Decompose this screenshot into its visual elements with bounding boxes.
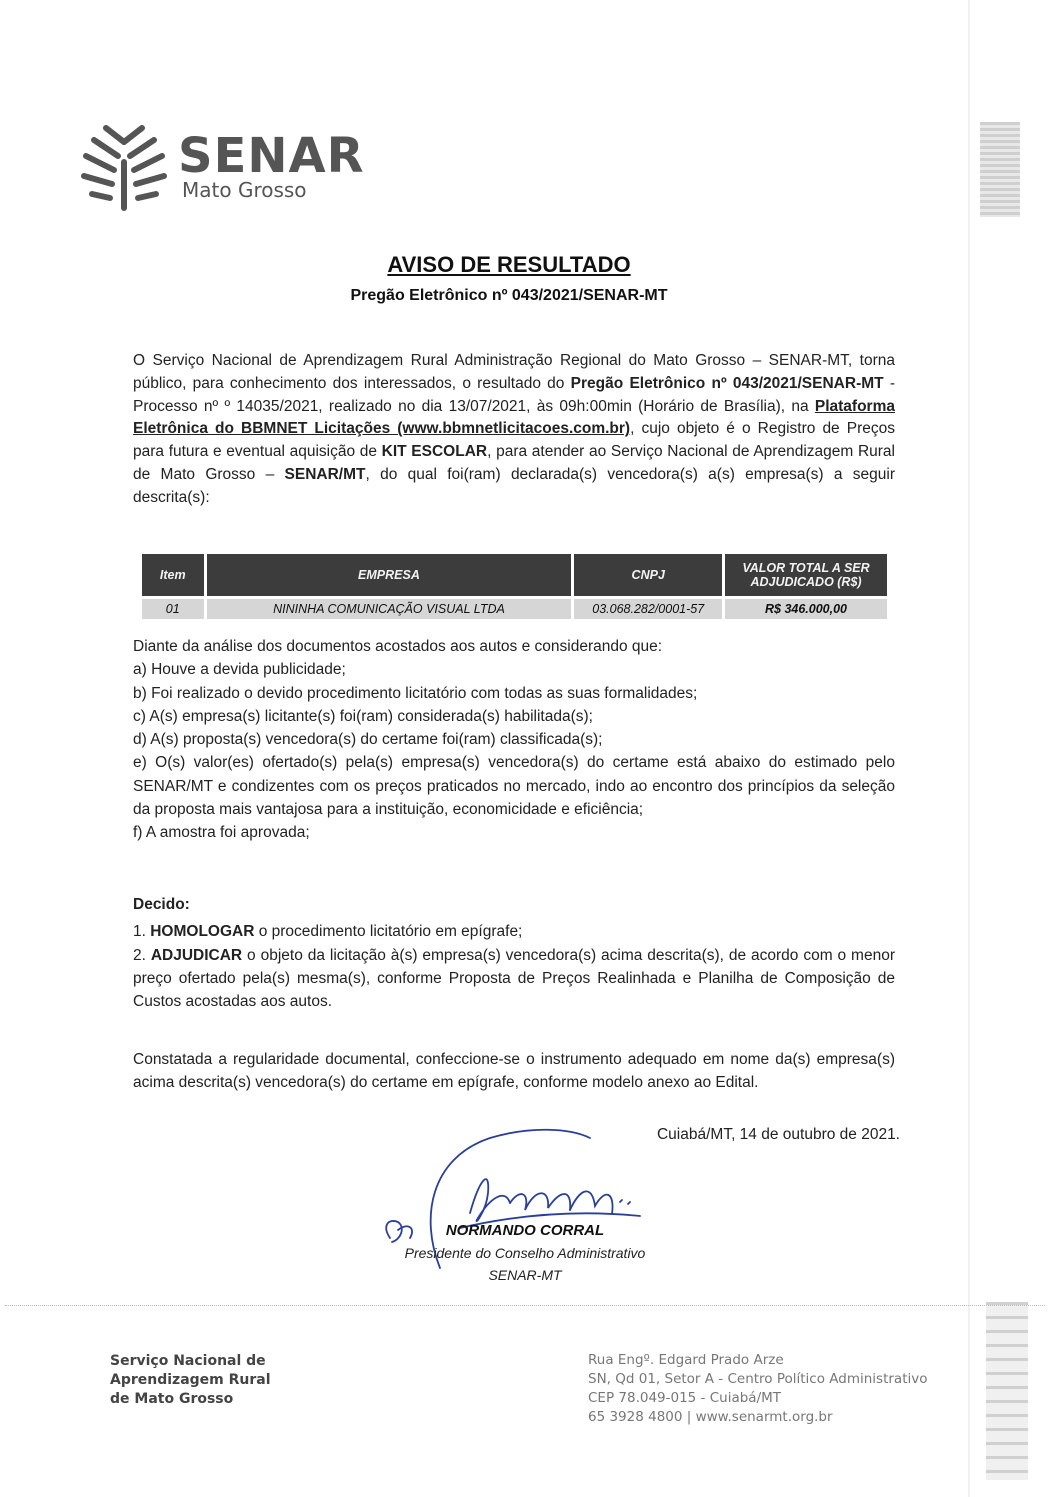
col-valor: VALOR TOTAL A SER ADJUDICADO (R$) xyxy=(725,554,887,596)
decision-num: 2. xyxy=(133,946,151,964)
footer-divider xyxy=(5,1305,1045,1306)
list-item: b) Foi realizado o devido procedimento licitatório com todas as suas formalidades; xyxy=(133,684,698,702)
pregao-reference: Pregão Eletrônico nº 043/2021/SENAR-MT xyxy=(570,374,884,392)
decision-text: o objeto da licitação à(s) empresa(s) vencedora(s) acima descrita(s), de acordo com o menor preço ofertado pela(s) mesma(s), conforme Proposta de Preços Realinhada e Planilha de Composição de Custos acostadas aos autos. xyxy=(133,946,895,1011)
intro-text: , para atender ao Serviço Nacional de Aprendizagem Rural de Mato Grosso – xyxy=(133,443,895,483)
intro-text: O Serviço Nacional de Aprendizagem Rural Administração Regional do Mato Grosso – SENAR-MT, torna público, para conhecimento dos interessados, o resultado do xyxy=(133,352,895,392)
intro-paragraph xyxy=(133,350,895,510)
adjudicar-label: ADJUDICAR xyxy=(150,946,243,964)
analysis-intro: Diante da análise dos documentos acostados aos autos e considerando que: xyxy=(133,638,663,655)
page-title: AVISO DE RESULTADO xyxy=(387,252,631,277)
footer-line: Serviço Nacional de xyxy=(110,1353,266,1369)
decision-section xyxy=(133,893,895,1013)
homologar-label: HOMOLOGAR xyxy=(150,923,255,941)
footer-contact[interactable]: 65 3928 4800 | www.senarmt.org.br xyxy=(588,1409,833,1425)
senar-logo xyxy=(78,118,378,218)
cell-valor: R$ 346.000,00 xyxy=(725,599,887,619)
footer-line: SN, Qd 01, Setor A - Centro Político Administrativo xyxy=(588,1371,928,1387)
cell-item: 01 xyxy=(142,599,204,619)
signatory-name: NORMANDO CORRAL xyxy=(445,1222,605,1239)
decision-heading: Decido: xyxy=(133,896,190,913)
list-item: a) Houve a devida publicidade; xyxy=(133,661,346,679)
col-cnpj: CNPJ xyxy=(574,554,722,596)
scan-artifact xyxy=(980,122,1020,217)
decision-item xyxy=(133,944,895,1014)
logo-name: SENAR xyxy=(178,128,365,184)
table-row xyxy=(142,599,887,619)
logo-region: Mato Grosso xyxy=(182,178,307,202)
considerations-section xyxy=(133,635,895,845)
scan-artifact xyxy=(986,1302,1028,1480)
table-header-row xyxy=(142,554,887,596)
intro-text: - Processo nº º 14035/2021, realizado no dia 13/07/2021, às 09h:00min (Horário de Brasília), na xyxy=(133,374,896,415)
org-abbrev: SENAR/MT xyxy=(284,465,366,483)
closing-paragraph: Constatada a regularidade documental, confeccione-se o instrumento adequado em nome da(s) empresa(s) acima descrita(s) vencedora(s) do certame em epígrafe, conforme modelo anexo ao Edital. xyxy=(133,1051,895,1091)
footer-address xyxy=(588,1351,928,1427)
list-item: e) O(s) valor(es) ofertado(s) pela(s) empresa(s) vencedora(s) do certame está abaixo do estimado pelo SENAR/MT e condizentes com os preços praticados no mercado, indo ao encontro dos princípios da seleção da proposta mais vantajosa para a instituição, economicidade e eficiência; xyxy=(133,754,895,819)
list-item: d) A(s) proposta(s) vencedora(s) do certame foi(ram) classificada(s); xyxy=(133,731,603,749)
result-table xyxy=(139,551,890,622)
wheat-icon xyxy=(78,122,170,214)
intro-text: , cujo objeto é o Registro de Preços para futura e eventual aquisição de xyxy=(133,420,895,461)
intro-text: , do qual foi(ram) declarada(s) vencedora(s) a(s) empresa(s) a seguir descrita(s): xyxy=(133,465,895,506)
list-item: c) A(s) empresa(s) licitante(s) foi(ram) considerada(s) habilitada(s); xyxy=(133,707,593,725)
decision-item xyxy=(133,920,895,943)
footer-line: CEP 78.049-015 - Cuiabá/MT xyxy=(588,1390,782,1406)
signatory-org: SENAR-MT xyxy=(488,1267,562,1283)
scan-edge xyxy=(968,0,970,1497)
footer-line: Aprendizagem Rural xyxy=(110,1372,271,1388)
col-item: Item xyxy=(142,554,204,596)
decision-text: o procedimento licitatório em epígrafe; xyxy=(254,923,523,941)
list-item: f) A amostra foi aprovada; xyxy=(133,824,310,842)
cell-empresa: NININHA COMUNICAÇÃO VISUAL LTDA xyxy=(207,599,572,619)
object-name: KIT ESCOLAR xyxy=(381,443,488,461)
col-empresa: EMPRESA xyxy=(207,554,572,596)
footer-org xyxy=(110,1352,271,1409)
footer-line: de Mato Grosso xyxy=(110,1391,234,1407)
signatory-role: Presidente do Conselho Administrativo xyxy=(404,1245,646,1261)
page-subtitle: Pregão Eletrônico nº 043/2021/SENAR-MT xyxy=(350,287,668,304)
decision-num: 1. xyxy=(133,923,151,941)
cell-cnpj: 03.068.282/0001-57 xyxy=(574,599,722,619)
footer-line: Rua Engº. Edgard Prado Arze xyxy=(588,1352,784,1368)
platform-link[interactable]: Plataforma Eletrônica do BBMNET Licitações (www.bbmnetlicitacoes.com.br) xyxy=(133,397,895,438)
signature-date: Cuiabá/MT, 14 de outubro de 2021. xyxy=(656,1126,900,1143)
